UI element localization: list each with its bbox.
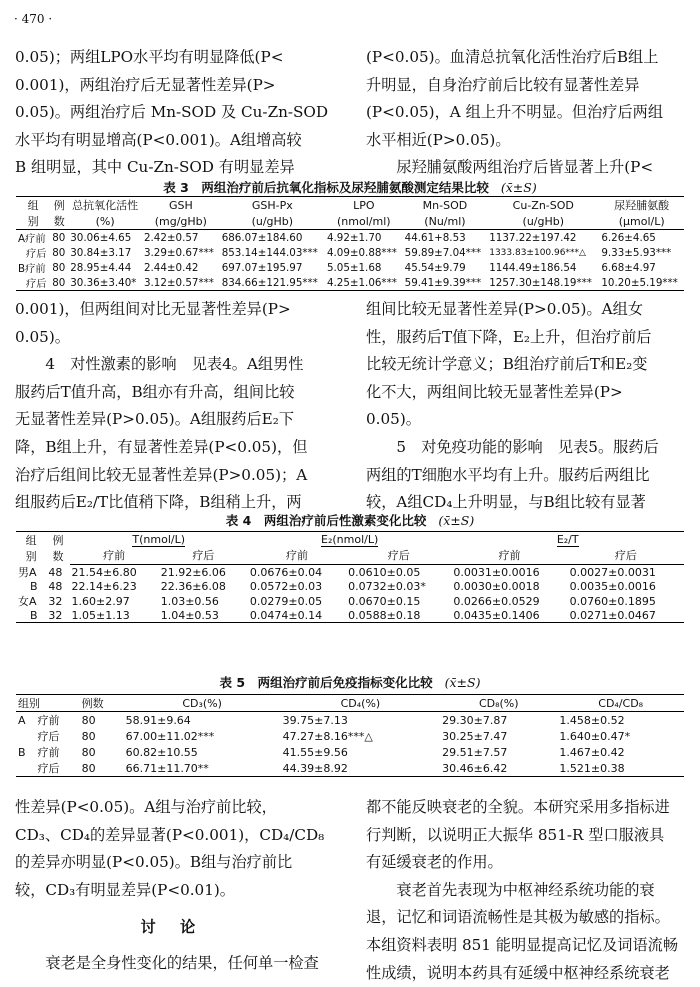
table-row bbox=[16, 564, 684, 580]
table-row bbox=[16, 744, 684, 760]
table3-head: 组 bbox=[16, 197, 50, 214]
text-line: CD₃、CD₄的差异显著(P<0.001)，CD₄/CD₈ bbox=[15, 825, 325, 844]
table-cell: 10.20±5.19*** bbox=[599, 275, 684, 291]
table-cell: 0.0474±0.14 bbox=[248, 609, 346, 623]
text-line: 性成绩，说明本药具有延缓中枢神经系统衰老 bbox=[366, 963, 670, 982]
table-cell: 0.0760±0.1895 bbox=[569, 594, 656, 608]
table-cell: A bbox=[18, 713, 26, 727]
table-cell: 6.68±4.97 bbox=[601, 261, 656, 274]
table-cell: 58.91±9.64 bbox=[125, 713, 191, 727]
table-row bbox=[16, 275, 684, 291]
table4-symbol: (x̄±S) bbox=[438, 513, 475, 528]
table-cell: 80 bbox=[81, 729, 96, 743]
text-line: 较，CD₃有明显差异(P<0.01)。 bbox=[15, 880, 235, 899]
table-cell: 22.14±6.23 bbox=[71, 580, 137, 593]
text-line: 的差异亦明显(P<0.05)。B组与治疗前比 bbox=[15, 853, 293, 872]
table5-head: CD₈(%) bbox=[440, 695, 557, 712]
table-cell: 0.0266±0.0529 bbox=[453, 594, 540, 608]
text-line: 组间比较无显著性差异(P>0.05)。A组女 bbox=[366, 300, 644, 318]
table4-head: 例 数 bbox=[46, 532, 69, 565]
table-cell: 1.458±0.52 bbox=[559, 713, 625, 727]
text-line: 两组的T细胞水平均有上升。服药后两组比 bbox=[366, 465, 650, 484]
table3-head: (%) bbox=[68, 213, 142, 230]
table-cell: 疗前 bbox=[37, 714, 60, 727]
table-row bbox=[16, 712, 684, 729]
table-row bbox=[16, 230, 684, 246]
table-cell: 41.55±9.56 bbox=[282, 745, 348, 759]
text-line: 0.05)。 bbox=[366, 410, 421, 429]
table-cell: 48 bbox=[48, 580, 63, 593]
table-cell: 80 bbox=[52, 231, 66, 244]
table-cell: 80 bbox=[81, 713, 96, 727]
table-cell: 30.84±3.17 bbox=[70, 246, 132, 259]
text-line: 治疗后组间比较无显著性差异(P>0.05)；A bbox=[15, 465, 308, 484]
text-block-bottom-right bbox=[366, 794, 691, 987]
text-block-bottom-left bbox=[15, 794, 345, 978]
table-cell: 9.33±5.93*** bbox=[601, 246, 672, 259]
table3-symbol: (x̄±S) bbox=[500, 180, 537, 195]
table-cell: 1333.83±100.96***△ bbox=[489, 247, 586, 258]
table-cell: 疗后 bbox=[16, 275, 50, 291]
table-cell: 0.0031±0.0016 bbox=[453, 565, 540, 579]
table-cell: 60.82±10.55 bbox=[125, 745, 198, 759]
table3-head: 尿羟脯氨酸 bbox=[599, 197, 684, 214]
table4-group-head: E₂(nmol/L) bbox=[248, 532, 452, 547]
table-cell: 疗后 bbox=[36, 760, 80, 777]
table-cell: 22.36±6.08 bbox=[160, 580, 226, 593]
table-cell: 66.71±11.70** bbox=[124, 760, 281, 777]
table-cell: 0.0279±0.05 bbox=[249, 594, 323, 608]
table-cell: 59.89±7.04*** bbox=[404, 246, 482, 259]
table3-head: 数 bbox=[50, 213, 68, 230]
table-cell: 28.95±4.44 bbox=[70, 261, 132, 274]
table-cell: 1.03±0.56 bbox=[160, 594, 219, 608]
text-block-mid-right bbox=[366, 296, 691, 517]
table-cell: 30.36±3.40* bbox=[68, 275, 142, 291]
table4-subhead: 疗前 bbox=[248, 546, 346, 564]
text-line: 0.05)；两组LPO水平均有明显降低(P< bbox=[15, 48, 284, 66]
table-cell: 1137.22±197.42 bbox=[489, 231, 577, 244]
table3-caption bbox=[0, 178, 700, 196]
table-row bbox=[16, 580, 684, 593]
text-line: 0.05)。两组治疗后 Mn-SOD 及 Cu-Zn-SOD bbox=[15, 103, 329, 122]
table5-head: CD₄(%) bbox=[281, 695, 441, 712]
table-cell: 853.14±144.03*** bbox=[221, 246, 318, 259]
text-line: 尿羟脯氨酸两组治疗后皆显著上升(P< bbox=[396, 158, 654, 177]
section-heading-4: 4 对性激素的影响 见表4。A组男性 bbox=[45, 355, 304, 374]
table3-head: (nmol/ml) bbox=[325, 213, 403, 230]
table-cell: 0.0610±0.05 bbox=[348, 565, 421, 579]
table-cell: 1.467±0.42 bbox=[559, 745, 625, 759]
table-cell: 0.0670±0.15 bbox=[348, 594, 421, 608]
text-line: 衰老是全身性变化的结果，任何单一检查 bbox=[45, 953, 319, 972]
table4-subhead: 疗后 bbox=[159, 546, 248, 564]
table-cell: 0.0271±0.0467 bbox=[568, 609, 684, 623]
table3-head: Cu-Zn-SOD bbox=[487, 197, 599, 214]
table-cell: 0.0676±0.04 bbox=[249, 565, 323, 579]
table-cell: 45.54±9.79 bbox=[404, 261, 466, 274]
page-number: · 470 · bbox=[14, 12, 53, 26]
table4-subhead: 疗后 bbox=[568, 546, 684, 564]
table-cell: 59.41±9.39*** bbox=[403, 275, 488, 291]
text-line: 0.001)，但两组间对比无显著性差异(P> bbox=[15, 300, 291, 318]
table-cell: 4.09±0.88*** bbox=[326, 246, 397, 259]
table3-title: 表 3 两组治疗前后抗氧化指标及尿羟脯氨酸测定结果比较 bbox=[163, 180, 489, 195]
table5-head: 组别 bbox=[16, 695, 80, 712]
table-cell: 48 bbox=[48, 565, 63, 579]
text-line: 无显著性差异(P>0.05)。A组服药后E₂下 bbox=[15, 410, 295, 429]
table4-title: 表 4 两组治疗前后性激素变化比较 bbox=[225, 513, 427, 528]
table-cell: B bbox=[18, 745, 26, 759]
text-line: 组服药后E₂/T比值稍下降，B组稍上升，两 bbox=[15, 493, 302, 512]
table-cell: 1144.49±186.54 bbox=[489, 261, 577, 274]
table-cell: 30.06±4.65 bbox=[70, 231, 132, 244]
table-cell: 80 bbox=[52, 261, 66, 274]
table-row bbox=[16, 260, 684, 275]
table-cell: 3.29±0.67*** bbox=[143, 246, 214, 259]
table3-head: (μmol/L) bbox=[599, 213, 684, 230]
table5-head: CD₃(%) bbox=[124, 695, 281, 712]
table-cell: B bbox=[16, 609, 46, 623]
text-line: 化不大，两组间比较无显著性差异(P> bbox=[366, 382, 623, 401]
table-cell: 0.0035±0.0016 bbox=[569, 580, 656, 593]
table-cell: 80 bbox=[80, 760, 124, 777]
table-cell: 男A bbox=[18, 566, 37, 579]
table4-head: 组 别 bbox=[16, 532, 46, 565]
table-cell: 686.07±184.60 bbox=[221, 231, 303, 244]
table-cell: 32 bbox=[46, 609, 69, 623]
text-line: (P<0.05)，A 组上升不明显。但治疗后两组 bbox=[366, 103, 664, 122]
section-heading-discussion: 讨论 bbox=[140, 918, 220, 937]
table-cell: 1.60±2.97 bbox=[71, 594, 130, 608]
text-line: 0.001)，两组治疗后无显著性差异(P> bbox=[15, 75, 276, 94]
table3-head: (Nu/ml) bbox=[403, 213, 488, 230]
table-cell: 1.05±1.13 bbox=[70, 609, 159, 623]
table-cell: 2.42±0.57 bbox=[143, 231, 199, 244]
table3-head: GSH-Px bbox=[220, 197, 325, 214]
section-heading-5: 5 对免疫功能的影响 见表5。服药后 bbox=[396, 437, 659, 456]
table-cell: 1.521±0.38 bbox=[557, 760, 684, 777]
table-cell: 47.27±8.16***△ bbox=[282, 729, 373, 743]
text-line: 本组资料表明 851 能明显提高记忆及词语流畅 bbox=[366, 935, 679, 954]
table-cell: 2.44±0.42 bbox=[143, 261, 199, 274]
text-line: 较，A组CD₄上升明显，与B组比较有显著 bbox=[366, 493, 646, 512]
table3 bbox=[16, 196, 684, 291]
text-line: B 组明显，其中 Cu-Zn-SOD 有明显差异 bbox=[15, 158, 295, 177]
table-cell: 5.05±1.68 bbox=[326, 261, 382, 274]
table-cell: 3.12±0.57*** bbox=[142, 275, 220, 291]
table-cell: 1.04±0.53 bbox=[159, 609, 248, 623]
table-cell: 0.0732±0.03* bbox=[348, 580, 426, 593]
text-block-top-right bbox=[366, 44, 691, 182]
table-cell: 21.54±6.80 bbox=[71, 565, 137, 579]
text-line: 退，记忆和词语流畅性是其极为敏感的指标。 bbox=[366, 908, 670, 927]
table-cell bbox=[16, 728, 36, 744]
table3-head: (mg/gHb) bbox=[142, 213, 220, 230]
table-cell: 80 bbox=[52, 246, 66, 259]
text-line: 比较无统计学意义；B组治疗前后T和E₂变 bbox=[366, 355, 648, 374]
text-line: 性，服药后T值下降，E₂上升，但治疗前后 bbox=[366, 327, 652, 346]
table3-head: (u/gHb) bbox=[220, 213, 325, 230]
table5-symbol: (x̄±S) bbox=[444, 675, 481, 690]
table3-head: 例 bbox=[50, 197, 68, 214]
table4 bbox=[16, 531, 684, 623]
table-row bbox=[16, 593, 684, 609]
table-row bbox=[16, 728, 684, 744]
table3-head: 总抗氧化活性 bbox=[68, 197, 142, 214]
text-line: (P<0.05)。血清总抗氧化活性治疗后B组上 bbox=[366, 48, 659, 66]
table-cell: 29.51±7.57 bbox=[442, 745, 508, 759]
table-cell: 6.26±4.65 bbox=[601, 231, 656, 244]
table-cell: 女A bbox=[18, 595, 37, 608]
table-cell bbox=[16, 760, 36, 777]
text-line: 水平均有明显增高(P<0.001)。A组增高较 bbox=[15, 130, 302, 149]
text-line: 衰老首先表现为中枢神经系统功能的衰 bbox=[396, 880, 655, 899]
table-cell: 0.0435±0.1406 bbox=[451, 609, 567, 623]
text-line: 0.05)。 bbox=[15, 327, 70, 346]
table-cell: 29.30±7.87 bbox=[442, 713, 508, 727]
table-cell: 30.46±6.42 bbox=[440, 760, 557, 777]
table-cell: 67.00±11.02*** bbox=[125, 729, 215, 743]
text-line: 都不能反映衰老的全貌。本研究采用多指标进 bbox=[366, 798, 670, 816]
table-row bbox=[16, 245, 684, 260]
text-line: 升明显，自身治疗前后比较有显著性差异 bbox=[366, 75, 640, 94]
table3-head: (u/gHb) bbox=[487, 213, 599, 230]
table-cell: 39.75±7.13 bbox=[282, 713, 348, 727]
table-cell: B疗前 bbox=[18, 263, 46, 275]
table-cell: 疗后 bbox=[37, 730, 60, 743]
table4-subhead: 疗前 bbox=[70, 546, 159, 564]
table5-title: 表 5 两组治疗前后免疫指标变化比较 bbox=[219, 675, 433, 690]
table4-subhead: 疗后 bbox=[346, 546, 451, 564]
table-cell: A疗前 bbox=[18, 233, 46, 245]
table3-head: Mn-SOD bbox=[403, 197, 488, 214]
text-block-top-left bbox=[15, 44, 345, 182]
table-cell: 44.61+8.53 bbox=[404, 231, 466, 244]
table4-group-head: E₂/T bbox=[451, 532, 684, 547]
text-line: 服药后T值升高，B组亦有升高，组间比较 bbox=[15, 382, 295, 401]
text-block-mid-left bbox=[15, 296, 345, 517]
table-cell: 1.640±0.47* bbox=[559, 729, 631, 743]
table-cell: 80 bbox=[50, 275, 68, 291]
table-cell: 0.0572±0.03 bbox=[249, 580, 323, 593]
table-row bbox=[16, 609, 684, 623]
table5-head: CD₄/CD₈ bbox=[557, 695, 684, 712]
table3-head: GSH bbox=[142, 197, 220, 214]
table5-caption bbox=[0, 673, 700, 691]
table4-subhead: 疗前 bbox=[451, 546, 567, 564]
table-cell: 4.25±1.06*** bbox=[325, 275, 403, 291]
text-line: 有延缓衰老的作用。 bbox=[366, 853, 503, 872]
table3-head: LPO bbox=[325, 197, 403, 214]
table-cell: 1257.30±148.19*** bbox=[487, 275, 599, 291]
table-cell: 834.66±121.95*** bbox=[220, 275, 325, 291]
table4-caption bbox=[0, 511, 700, 529]
table4-group-head: T(nmol/L) bbox=[70, 532, 248, 547]
table5-head: 例数 bbox=[80, 695, 124, 712]
table-cell: 4.92±1.70 bbox=[326, 231, 382, 244]
table-cell: 0.0027±0.0031 bbox=[569, 565, 656, 579]
table-cell: 疗前 bbox=[37, 746, 60, 759]
table-cell: 44.39±8.92 bbox=[281, 760, 441, 777]
table-cell: 32 bbox=[48, 594, 63, 608]
table-cell: 0.0030±0.0018 bbox=[453, 580, 540, 593]
table-cell: 30.25±7.47 bbox=[442, 729, 508, 743]
text-line: 性差异(P<0.05)。A组与治疗前比较， bbox=[15, 798, 277, 816]
table-row bbox=[16, 760, 684, 777]
text-line: 水平相近(P>0.05)。 bbox=[366, 130, 511, 149]
table-cell: 疗后 bbox=[26, 248, 47, 260]
text-line: 降，B组上升，有显著性差异(P<0.05)，但 bbox=[15, 437, 308, 456]
table-cell: 697.07±195.97 bbox=[221, 261, 303, 274]
table-cell: 21.92±6.06 bbox=[160, 565, 226, 579]
table-cell: B bbox=[30, 580, 38, 593]
table-cell: 0.0588±0.18 bbox=[346, 609, 451, 623]
table5 bbox=[16, 694, 684, 777]
table-cell: 80 bbox=[81, 745, 96, 759]
text-line: 行判断，以说明正大振华 851-R 型口服液具 bbox=[366, 825, 665, 844]
table3-head: 别 bbox=[16, 213, 50, 230]
